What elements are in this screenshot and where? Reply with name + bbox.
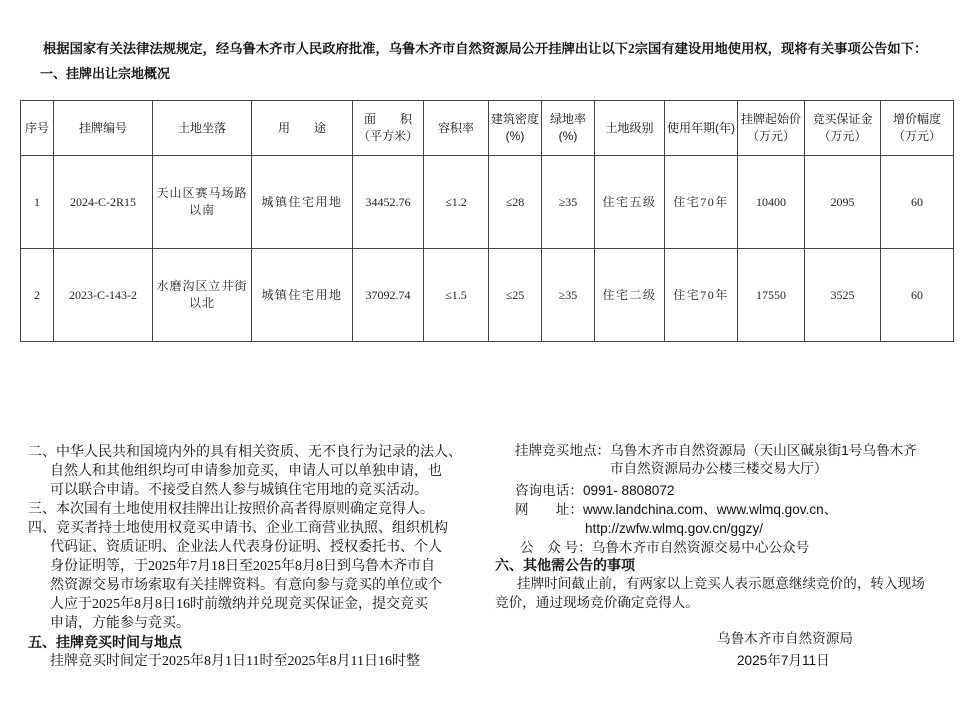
row-listing-code: 2023-C-143-2	[54, 249, 153, 342]
row-location-cell	[153, 156, 252, 249]
row-location: 水磨沟区立井街以北	[156, 279, 248, 310]
row-area: 34452.76	[353, 156, 424, 249]
header-deposit	[805, 101, 881, 156]
contact-phone: 咨询电话：0991- 8808072	[515, 483, 675, 498]
row-building-density: ≤28	[489, 156, 542, 249]
signature-date: 2025年7月11日	[737, 653, 830, 668]
section-4-line: 身份证明等，于2025年7月18日至2025年8月8日到乌鲁木齐市自	[50, 559, 435, 574]
header-unit: （万元）	[818, 129, 867, 143]
header-label: 挂牌起始价	[740, 112, 801, 126]
section-4-line: 然资源交易市场索取有关挂牌资料。有意向参与竞买的单位或个	[50, 578, 442, 593]
section-3-line: 三、本次国有土地使用权挂牌出让按照价高者得原则确定竞得人。	[28, 502, 434, 517]
header-label: 土地级别	[605, 120, 654, 135]
intro-paragraph: 根据国家有关法律法规规定，经乌鲁木齐市人民政府批准，乌鲁木齐市自然资源局公开挂牌出让以下2宗国有建设用地使用权，现将有关事项公告如下：	[43, 41, 928, 56]
row-land-grade-cell	[595, 156, 665, 249]
section-4-line: 代码证、资质证明、企业法人代表身份证明、授权委托书、个人	[50, 540, 442, 555]
header-label: 土地坐落	[177, 120, 226, 135]
header-label: 用 途	[277, 120, 326, 135]
header-label: 增价幅度	[892, 112, 941, 126]
header-location	[153, 101, 252, 156]
table-row	[21, 156, 954, 249]
row-area: 37092.74	[353, 249, 424, 342]
header-label: 容积率	[437, 120, 474, 135]
section-4-line: 申请，方能参与竞买。	[50, 616, 190, 631]
row-deposit: 2095	[805, 156, 881, 249]
row-land-use-cell	[252, 249, 353, 342]
section-6-line: 竞价，通过现场竞价确定竞得人。	[495, 595, 699, 610]
header-label: 挂牌编号	[78, 120, 127, 135]
row-use-term-cell	[665, 249, 738, 342]
header-label: 绿地率	[549, 112, 586, 126]
header-starting-price	[738, 101, 805, 156]
section-5-time-line: 挂牌竞买时间定于2025年8月1日11时至2025年8月11日16时整	[50, 654, 420, 669]
header-label: 序号	[24, 120, 49, 135]
venue-line: 挂牌竞买地点：乌鲁木齐市自然资源局（天山区碱泉街1号乌鲁木齐	[515, 443, 917, 458]
row-starting-price: 17550	[738, 249, 805, 342]
row-use-term: 住宅70年	[673, 287, 729, 302]
table-row	[21, 249, 954, 342]
section-2-line: 可以联合申请。不接受自然人参与城镇住宅用地的竞买活动。	[50, 483, 428, 498]
header-area	[353, 101, 424, 156]
header-label: 建筑密度	[491, 112, 540, 126]
row-building-density: ≤25	[489, 249, 542, 342]
row-land-grade: 住宅五级	[602, 194, 657, 209]
row-use-term: 住宅70年	[673, 194, 729, 209]
section-4-line: 人应于2025年8月8日16时前缴纳并兑现竞买保证金，提交竞买	[50, 597, 428, 612]
row-location: 天山区赛马场路以南	[156, 186, 248, 217]
row-land-use: 城镇住宅用地	[261, 194, 343, 209]
row-location-cell	[153, 249, 252, 342]
row-land-grade-cell	[595, 249, 665, 342]
table-body	[21, 156, 954, 342]
row-land-use: 城镇住宅用地	[261, 287, 343, 302]
section-6-title: 六、其他需公告的事项	[495, 557, 635, 573]
header-building-density	[489, 101, 542, 156]
left-column	[28, 443, 488, 671]
row-serial-no: 1	[21, 156, 54, 249]
table-head	[21, 101, 954, 156]
header-unit: （万元）	[746, 129, 795, 143]
row-listing-code: 2024-C-2R15	[54, 156, 153, 249]
section-5-title: 五、挂牌竞买时间与地点	[28, 634, 182, 650]
header-unit: (%)	[505, 129, 525, 143]
row-land-use-cell	[252, 156, 353, 249]
row-serial-no: 2	[21, 249, 54, 342]
section-1-title: 一、挂牌出让宗地概况	[40, 66, 171, 81]
venue-line: 市自然资源局办公楼三楼交易大厅）	[610, 461, 828, 476]
header-label: 竞买保证金	[812, 112, 873, 126]
row-plot-ratio: ≤1.2	[424, 156, 489, 249]
header-unit: (%)	[558, 129, 578, 143]
section-2-line: 二、中华人民共和国境内外的具有相关资质、无不良行为记录的法人、	[28, 445, 462, 460]
table-header-row	[21, 101, 954, 156]
header-label: 使用年期(年)	[667, 120, 735, 135]
header-serial-no	[21, 101, 54, 156]
contact-website-line: 网 址：www.landchina.com、www.wlmq.gov.cn、	[515, 502, 838, 517]
header-use-term	[665, 101, 738, 156]
header-plot-ratio	[424, 101, 489, 156]
section-2-line: 自然人和其他组织均可申请参加竞买，申请人可以单独申请，也	[50, 464, 442, 479]
signature-issuer: 乌鲁木齐市自然资源局	[717, 631, 853, 646]
header-bid-increment	[881, 101, 954, 156]
header-listing-code	[54, 101, 153, 156]
row-green-ratio: ≥35	[542, 249, 595, 342]
row-bid-increment: 60	[881, 156, 954, 249]
row-use-term-cell	[665, 156, 738, 249]
row-green-ratio: ≥35	[542, 156, 595, 249]
header-unit: （万元）	[892, 129, 941, 143]
row-starting-price: 10400	[738, 156, 805, 249]
land-parcel-table	[20, 100, 954, 342]
header-unit: （平方米）	[357, 129, 418, 143]
header-land-grade	[595, 101, 665, 156]
row-land-grade: 住宅二级	[602, 287, 657, 302]
row-bid-increment: 60	[881, 249, 954, 342]
row-deposit: 3525	[805, 249, 881, 342]
header-land-use	[252, 101, 353, 156]
header-green-ratio	[542, 101, 595, 156]
header-label: 面 积	[363, 112, 412, 126]
row-plot-ratio: ≤1.5	[424, 249, 489, 342]
contact-website-line: http://zwfw.wlmq.gov.cn/ggzy/	[585, 521, 764, 536]
section-4-line: 四、竞买者持土地使用权竞买申请书、企业工商营业执照、组织机构	[28, 521, 448, 536]
section-6-line: 挂牌时间截止前，有两家以上竞买人表示愿意继续竞价的，转入现场	[517, 576, 925, 591]
contact-wechat-account: 公 众 号：乌鲁木齐市自然资源交易中心公众号	[520, 540, 810, 555]
